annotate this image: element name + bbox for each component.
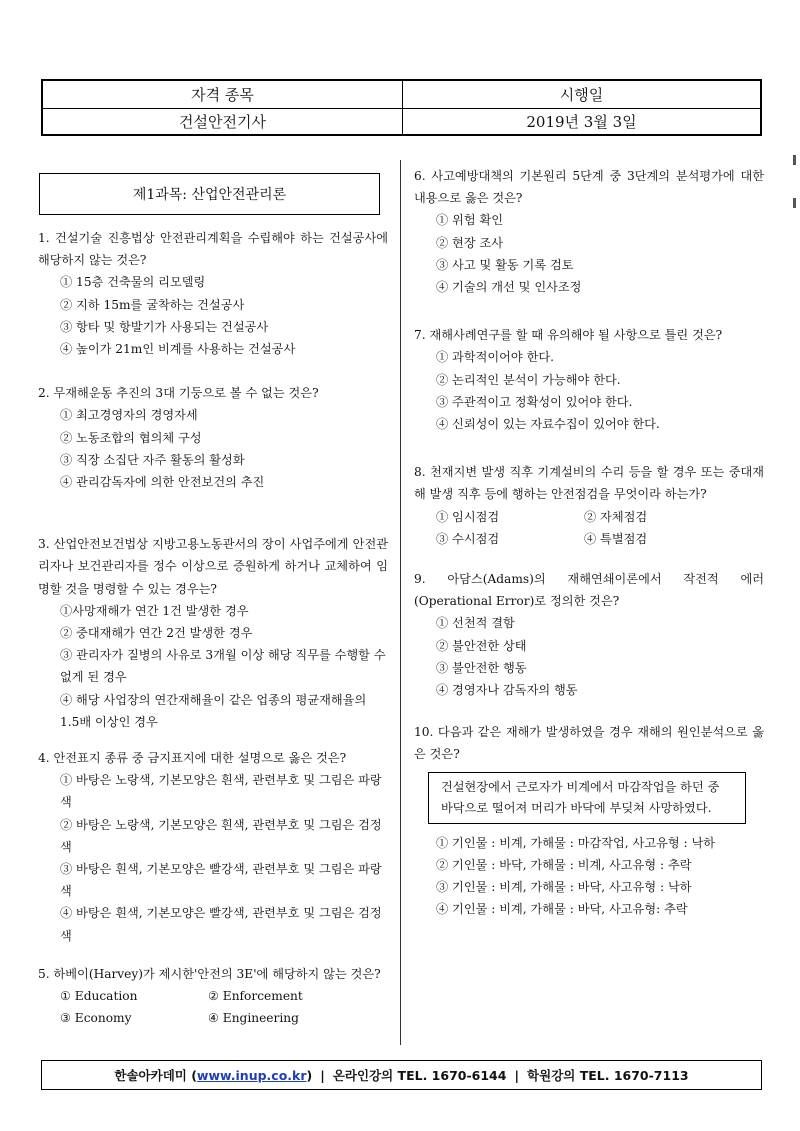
option-4: ④ 바탕은 흰색, 기본모양은 빨강색, 관련부호 및 그림은 검정색	[60, 906, 382, 943]
option-4: ④ 해당 사업장의 연간재해율이 같은 업종의 평균재해율의 1.5배 이상인 경우	[60, 692, 367, 729]
option-1: ① 선천적 결함	[436, 616, 515, 631]
option-3: ③ 직장 소집단 자주 활동의 활성화	[60, 452, 245, 467]
option-2: ② 자체점검	[584, 509, 648, 524]
option-2: ② 바탕은 노랑색, 기본모양은 흰색, 관련부호 및 그림은 검정색	[60, 817, 382, 854]
question-text: 5. 하베이(Harvey)가 제시한'안전의 3E'에 해당하지 않는 것은?	[38, 966, 381, 981]
option-1: ① 15층 건축물의 리모델링	[60, 275, 206, 290]
option-3: ③ 사고 및 활동 기록 검토	[436, 257, 574, 272]
question-9	[414, 568, 764, 701]
option-4: ④ 높이가 21m인 비계를 사용하는 건설공사	[60, 342, 296, 357]
question-1	[38, 227, 388, 360]
question-8	[414, 461, 764, 550]
option-2: ② Enforcement	[208, 989, 303, 1004]
question-6	[414, 165, 764, 298]
option-4: ④ 특별점검	[584, 531, 648, 546]
option-3: ③ 수시점검	[436, 531, 500, 546]
option-3: ③ 관리자가 질병의 사유로 3개월 이상 해당 직무를 수행할 수 없게 된 경우	[60, 648, 386, 685]
option-1: ① 임시점검	[436, 509, 500, 524]
question-text: 1. 건설기술 진흥법상 안전관리계획을 수립해야 하는 건설공사에 해당하지 않는 것은?	[38, 231, 388, 268]
question-3	[38, 533, 388, 733]
option-4: ④ 기인물 : 비계, 가해물 : 바닥, 사고유형: 추락	[436, 902, 688, 917]
option-2: ② 논리적인 분석이 가능해야 한다.	[436, 372, 621, 387]
edge-mark	[793, 198, 796, 208]
question-4	[38, 747, 388, 947]
case-description-box: 건설현장에서 근로자가 비계에서 마감작업을 하던 중 바닥으로 떨어져 머리가 바닥에 부딪쳐 사망하였다.	[428, 772, 746, 824]
edge-mark	[793, 155, 796, 165]
option-4: ④ 신뢰성이 있는 자료수집이 있어야 한다.	[436, 417, 660, 432]
option-2: ② 기인물 : 바닥, 가해물 : 비계, 사고유형 : 추락	[436, 857, 692, 872]
exam-header-table	[41, 79, 762, 136]
subject-title: 제1과목: 산업안전관리론	[39, 173, 380, 215]
option-1: ① Education	[60, 989, 138, 1004]
exam-date: 2019년 3월 3일	[526, 112, 637, 131]
footer-separator: |	[514, 1067, 520, 1083]
footer-online-phone: 온라인강의 TEL. 1670-6144	[332, 1068, 507, 1083]
header-label-date: 시행일	[559, 85, 604, 104]
question-text: 8. 천재지변 발생 직후 기계설비의 수리 등을 할 경우 또는 중대재해 발생 직후 등에 행하는 안전점검을 무엇이라 하는가?	[414, 465, 764, 502]
option-4: ④ 기술의 개선 및 인사조정	[436, 280, 582, 295]
option-2: ② 노동조합의 협의체 구성	[60, 430, 202, 445]
question-text: 3. 산업안전보건법상 지방고용노동관서의 장이 사업주에게 안전관리자나 보건관리자를 정수 이상으로 증원하게 하거나 교체하여 임명할 것을 명령할 수 있는 경우는?	[38, 537, 388, 596]
left-column	[38, 175, 388, 1030]
option-1: ① 최고경영자의 경영자세	[60, 408, 198, 423]
option-2: ② 중대재해가 연간 2건 발생한 경우	[60, 626, 253, 641]
option-3: ③ 기인물 : 비계, 가해물 : 바닥, 사고유형 : 낙하	[436, 880, 692, 895]
footer-bar: 한솔아카데미 ( www.inup.co.kr ) | 온라인강의 TEL. 1670-6144 | 학원강의 TEL. 1670-7113	[41, 1060, 762, 1090]
option-1: ① 과학적이어야 한다.	[436, 350, 554, 365]
question-10	[414, 721, 764, 920]
exam-name: 건설안전기사	[43, 108, 403, 135]
footer-academy-phone: 학원강의 TEL. 1670-7113	[527, 1068, 689, 1083]
question-text: 4. 안전표지 종류 중 금지표지에 대한 설명으로 옳은 것은?	[38, 751, 347, 766]
option-2: ② 현장 조사	[436, 235, 504, 250]
question-text: 10. 다음과 같은 재해가 발생하였을 경우 재해의 원인분석으로 옳은 것은?	[414, 725, 764, 762]
question-text: 9. 아담스(Adams)의 재해연쇄이론에서 작전적 에러(Operational Error)로 정의한 것은?	[414, 572, 764, 609]
right-column	[414, 165, 764, 920]
question-5	[38, 963, 388, 1030]
question-text: 6. 사고예방대책의 기본원리 5단계 중 3단계의 분석평가에 대한 내용으로 옳은 것은?	[414, 169, 764, 206]
column-divider	[400, 160, 401, 1045]
option-3: ③ 항타 및 항발기가 사용되는 건설공사	[60, 319, 269, 334]
option-3: ③ 바탕은 흰색, 기본모양은 빨강색, 관련부호 및 그림은 파랑색	[60, 862, 382, 899]
header-label-subject: 자격 종목	[43, 81, 403, 108]
option-1: ①사망재해가 연간 1건 발생한 경우	[60, 603, 249, 618]
footer-website-link[interactable]: www.inup.co.kr	[196, 1067, 307, 1083]
footer-company: 한솔아카데미	[114, 1068, 187, 1083]
option-1: ① 위험 확인	[436, 213, 504, 228]
option-2: ② 지하 15m를 굴착하는 건설공사	[60, 297, 245, 312]
option-1: ① 바탕은 노랑색, 기본모양은 흰색, 관련부호 및 그림은 파랑색	[60, 773, 382, 810]
footer-separator: |	[320, 1067, 325, 1083]
question-2	[38, 382, 388, 493]
option-3: ③ 주관적이고 정확성이 있어야 한다.	[436, 394, 633, 409]
option-2: ② 불안전한 상태	[436, 638, 527, 653]
option-4: ④ 경영자나 감독자의 행동	[436, 683, 578, 698]
option-3: ③ Economy	[60, 1011, 132, 1026]
question-text: 2. 무재해운동 추진의 3대 기둥으로 볼 수 없는 것은?	[38, 386, 319, 401]
question-text: 7. 재해사례연구를 할 때 유의해야 될 사항으로 틀린 것은?	[414, 328, 723, 343]
option-4: ④ Engineering	[208, 1011, 299, 1026]
question-7	[414, 324, 764, 435]
option-3: ③ 불안전한 행동	[436, 660, 527, 675]
option-4: ④ 관리감독자에 의한 안전보건의 추진	[60, 475, 265, 490]
option-1: ① 기인물 : 비계, 가해물 : 마감작업, 사고유형 : 낙하	[436, 835, 716, 850]
